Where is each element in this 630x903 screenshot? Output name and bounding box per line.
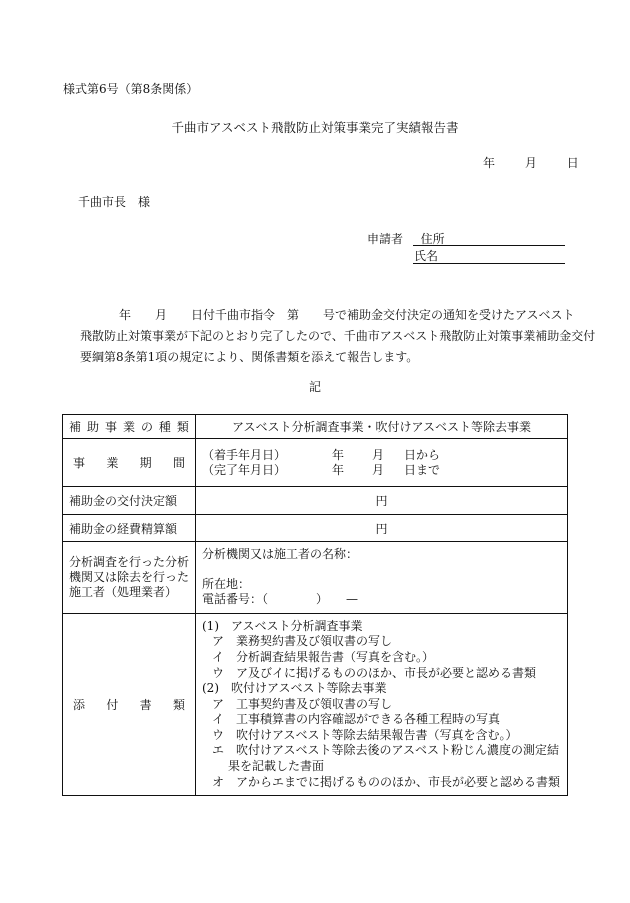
type-value: アスベスト分析調査事業・吹付けアスベスト等除去事業 [196,415,568,439]
attach-item: ア 工事契約書及び領収書の写し [212,696,393,711]
period-end: （完了年月日） 年 月 日まで [202,462,441,477]
row-period [63,439,568,487]
attachments-label-text: 添 付 書 類 [73,698,185,712]
contractor-phone-label: 電話番号：（ ） — [202,592,359,606]
grant-amount-label: 補助金の交付決定額 [63,487,196,515]
contractor-value [196,542,568,614]
contractor-location-label: 所在地： [202,577,251,591]
row-contractor [63,542,568,614]
period-start: （着手年月日） 年 月 日から [202,447,441,462]
report-body [80,305,596,368]
settlement-amount-label: 補助金の経費精算額 [63,515,196,542]
period-value [196,439,568,487]
form-number: 様式第6号（第8条関係） [63,82,199,96]
attach-item: オ アからエまでに掲げるもののほか、市長が必要と認める書類 [212,774,561,789]
period-label [63,439,196,487]
attach-item-continuation: 果を記載した書面 [228,759,325,774]
attach-item: ア 業務契約書及び領収書の写し [212,634,393,649]
contractor-name-label: 分析機関又は施工者の名称： [202,547,359,561]
attach-item: イ 工事積算書の内容確認ができる各種工程時の写真 [212,712,501,727]
applicant-label: 申請者 [367,232,404,246]
attachments-label [63,614,196,796]
body-line-1: 年 月 日付千曲市指令 第 号で補助金交付決定の通知を受けたアスベスト [119,308,575,322]
period-label-text: 事 業 期 間 [73,456,185,470]
address-line [413,245,565,246]
applicant-block [367,233,445,245]
contractor-label: 分析調査を行った分析 機関又は除去を行った 施工者（処理業者） [63,542,196,614]
report-table [62,414,568,796]
attachments-list [196,614,568,796]
attach-item: エ 吹付けアスベスト等除去後のアスベスト粉じん濃度の測定結 [212,743,560,758]
ki-heading: 記 [308,380,321,394]
attach-section-2: (2) 吹付けアスベスト等除去事業 [202,681,387,696]
grant-amount-unit: 円 [196,487,568,515]
settlement-amount-unit: 円 [196,515,568,542]
attach-item: イ 分析調査結果報告書（写真を含む。） [212,649,435,664]
attach-section-1: (1) アスベスト分析調査事業 [202,618,363,633]
report-date [483,157,579,169]
date-year: 年 [483,156,496,170]
name-line [413,263,565,264]
row-type [63,415,568,439]
row-grant-amount [63,487,568,515]
date-day: 日 [566,156,579,170]
attach-item: ウ 吹付けアスベスト等除去結果報告書（写真を含む。） [212,727,518,742]
attach-item: ウ ア及びイに掲げるもののほか、市長が必要と認める書類 [212,665,537,680]
date-month: 月 [524,156,537,170]
body-line-3: 要綱第8条第1項の規定により、関係書類を添えて報告します。 [80,350,419,364]
type-label [63,415,196,439]
row-settlement-amount [63,515,568,542]
name-label: 氏名 [414,249,439,263]
row-attachments [63,614,568,796]
type-label-text: 補 助 事 業 の 種 類 [69,420,189,434]
body-line-2: 飛散防止対策事業が下記のとおり完了したので、千曲市アスベスト飛散防止対策事業補助金交付 [80,329,596,343]
document-title: 千曲市アスベスト飛散防止対策事業完了実績報告書 [171,120,459,135]
address-label: 住所 [420,232,445,246]
addressee: 千曲市長 様 [78,195,151,209]
